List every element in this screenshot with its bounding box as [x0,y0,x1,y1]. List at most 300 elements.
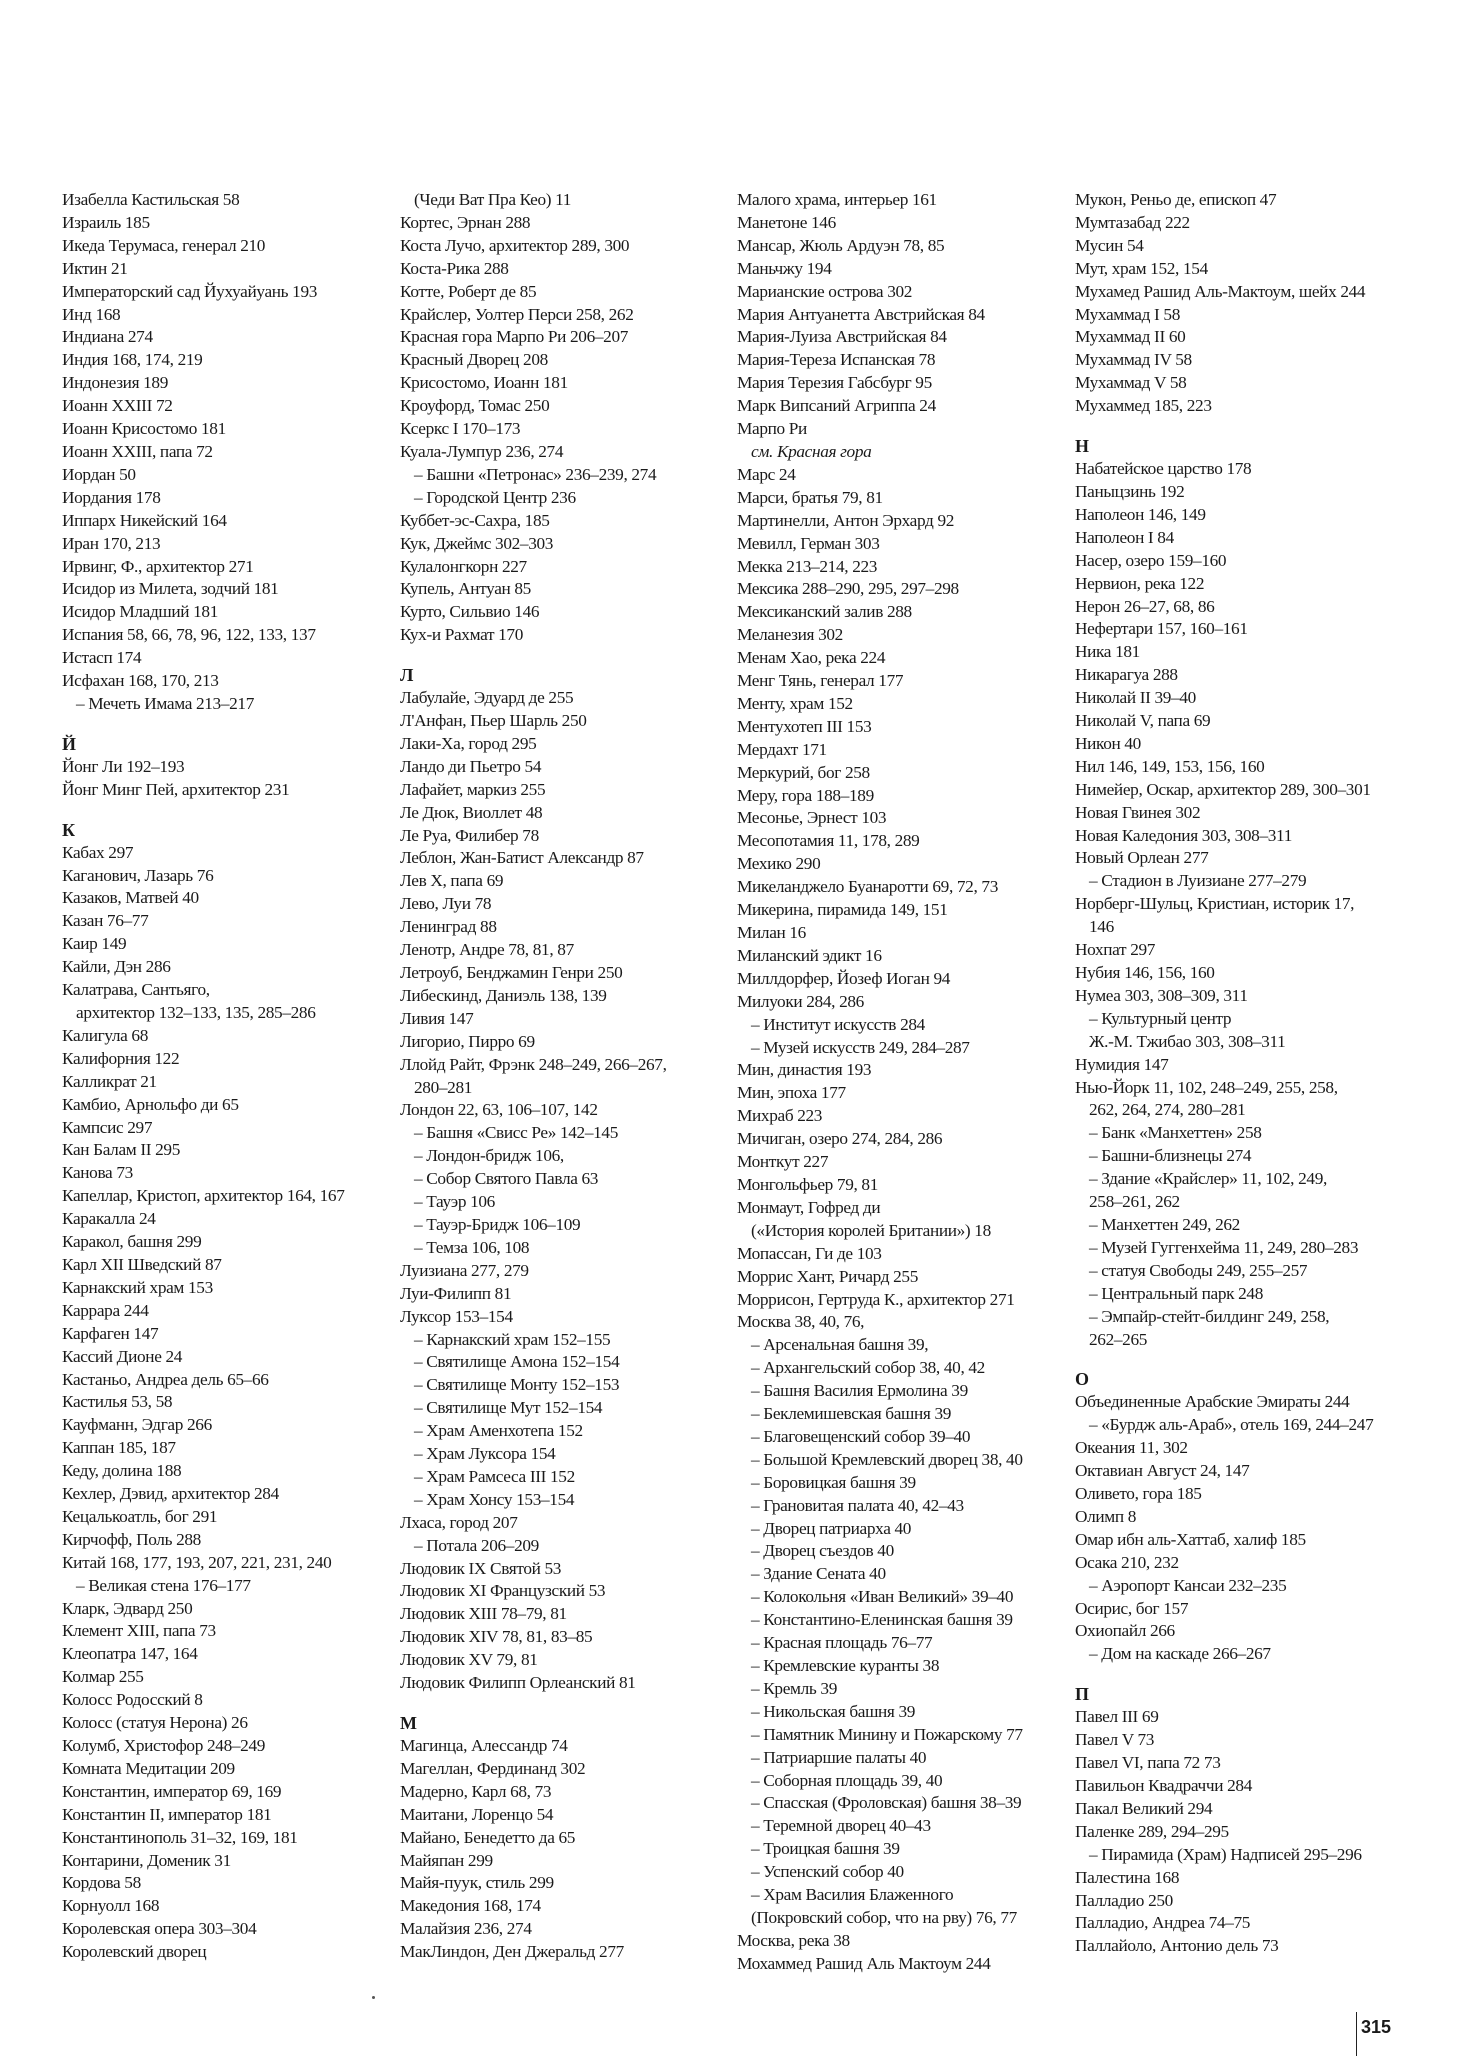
index-entry: Леблон, Жан-Батист Александр 87 [400,848,644,868]
index-entry: Мухаммад I 58 [1075,304,1181,324]
index-entry: Никон 40 [1075,733,1141,753]
index-subentry: – Теремной дворец 40–43 [751,1816,931,1836]
index-subentry: – Здание Сената 40 [751,1564,886,1584]
index-entry: Карнакский храм 153 [62,1277,213,1297]
index-entry: Нумидия 147 [1075,1054,1169,1074]
index-entry: Моррисон, Гертруда К., архитектор 271 [737,1289,1015,1309]
index-subentry: – Банк «Манхеттен» 258 [1089,1123,1262,1143]
index-entry: Палладио 250 [1075,1890,1173,1910]
index-entry: Месопотамия 11, 178, 289 [737,831,920,851]
index-entry: Нерон 26–27, 68, 86 [1075,596,1215,616]
index-entry: Мердахт 171 [737,739,827,759]
index-entry: Луи-Филипп 81 [400,1283,512,1303]
index-subentry: – Культурный центр [1089,1008,1232,1028]
index-entry: Исфахан 168, 170, 213 [62,671,219,691]
index-entry: Марпо Ри [737,419,807,439]
index-entry: Милан 16 [737,923,806,942]
index-entry: Карл XII Шведский 87 [62,1254,222,1274]
index-subentry: – Патриаршие палаты 40 [751,1747,927,1767]
index-entry-continuation: (Покровский собор, что на рву) 76, 77 [751,1907,1017,1927]
index-entry: Меланезия 302 [737,625,843,645]
index-entry: Майяпан 299 [400,1850,493,1870]
index-entry: Кан Балам II 295 [62,1140,180,1160]
index-entry: Мария-Тереза Испанская 78 [737,350,936,370]
page-number: 315 [1361,2017,1392,2037]
index-entry: Иоанн XXIII 72 [62,396,173,416]
index-entry: Менам Хао, река 224 [737,648,886,668]
index-entry: Менту, храм 152 [737,693,853,713]
index-entry: Мин, эпоха 177 [737,1083,846,1103]
index-entry: Калликрат 21 [62,1071,157,1091]
index-entry: Мария Терезия Габсбург 95 [737,373,932,393]
index-entry: Миллдорфер, Йозеф Иоган 94 [737,968,951,988]
index-entry: Летроуб, Бенджамин Генри 250 [400,963,623,982]
index-subentry: – Башня Василия Ермолина 39 [751,1381,968,1401]
index-entry: Новый Орлеан 277 [1075,848,1209,868]
index-entry: Марс 24 [737,464,796,484]
index-entry: Моррис Хант, Ричард 255 [737,1266,919,1286]
index-entry: Константин, император 69, 169 [62,1781,282,1801]
index-subentry: – Эмпайр-стейт-билдинг 249, 258, [1089,1306,1330,1326]
index-entry: Кехлер, Дэвид, архитектор 284 [62,1484,279,1504]
index-entry: Ландо ди Пьетро 54 [400,756,542,776]
index-letter-heading: П [1075,1684,1089,1705]
index-entry: Икеда Терумаса, генерал 210 [62,235,266,255]
index-entry: Нью-Йорк 11, 102, 248–249, 255, 258, [1075,1077,1338,1097]
index-entry: Паллайоло, Антонио дель 73 [1075,1936,1279,1956]
index-entry: Кук, Джеймс 302–303 [400,533,554,553]
index-entry: Мексика 288–290, 295, 297–298 [737,579,959,599]
index-entry: Мухамед Рашид Аль-Мактоум, шейх 244 [1075,281,1366,301]
index-entry: Мария-Луиза Австрийская 84 [737,327,947,347]
index-entry: Объединенные Арабские Эмираты 244 [1075,1392,1350,1412]
index-entry: Мухаммад II 60 [1075,327,1186,347]
index-entry: Иппарх Никейский 164 [62,510,227,530]
index-subentry: – Дворец патриарха 40 [751,1518,912,1538]
index-subentry: – Здание «Крайслер» 11, 102, 249, [1089,1169,1327,1189]
index-entry: Мин, династия 193 [737,1060,872,1080]
index-entry: Павел V 73 [1075,1730,1155,1750]
index-entry: Новая Каледония 303, 308–311 [1075,825,1292,845]
index-entry: Ле Дюк, Виоллет 48 [400,802,543,822]
index-entry: Маитани, Лоренцо 54 [400,1804,554,1824]
index-entry: Мохаммед Рашид Аль Мактоум 244 [737,1953,991,1973]
index-entry: Манетоне 146 [737,212,836,232]
index-entry: Оливето, гора 185 [1075,1484,1202,1504]
index-entry: Ленинград 88 [400,917,497,937]
index-entry: Насер, озеро 159–160 [1075,550,1227,570]
index-entry: Каракол, башня 299 [62,1232,202,1252]
index-entry: Монмаут, Гофред ди [737,1197,881,1217]
index-subentry: – Троицкая башня 39 [751,1839,900,1859]
index-entry: Йонг Ли 192–193 [62,756,185,776]
index-entry: Кортес, Эрнан 288 [400,212,531,232]
index-entry: Месонье, Эрнест 103 [737,808,887,828]
index-entry: Николай V, папа 69 [1075,711,1211,731]
index-entry: Кассий Дионе 24 [62,1346,183,1366]
index-entry: Колосс (статуя Нерона) 26 [62,1713,248,1733]
index-entry: Наполеон 146, 149 [1075,504,1206,524]
index-entry: Колмар 255 [62,1667,144,1687]
index-entry-continuation: 262, 264, 274, 280–281 [1089,1100,1246,1120]
index-subentry: – Грановитая палата 40, 42–43 [751,1495,964,1515]
index-entry: Клеопатра 147, 164 [62,1644,198,1664]
index-column-4 [1075,189,1420,1958]
index-entry: Калифорния 122 [62,1048,180,1068]
index-entry: Мумтазабад 222 [1075,212,1190,232]
index-entry: Океания 11, 302 [1075,1438,1188,1458]
index-entry: Лев X, папа 69 [400,871,504,891]
index-subentry: – Карнакский храм 152–155 [414,1329,611,1349]
index-entry: Палладио, Андреа 74–75 [1075,1913,1251,1933]
index-entry: Кулалонгкорн 227 [400,556,527,576]
index-entry: Микерина, пирамида 149, 151 [737,900,948,920]
index-entry: Израиль 185 [62,212,150,232]
index-entry: Клемент XIII, папа 73 [62,1621,216,1641]
index-entry: Марк Випсаний Агриппа 24 [737,396,936,416]
index-entry: Мартинелли, Антон Эрхард 92 [737,510,955,530]
index-entry: Мут, храм 152, 154 [1075,258,1208,278]
page-number-marker [1356,2012,1391,2056]
index-entry-continuation: архитектор 132–133, 135, 285–286 [76,1003,316,1022]
index-subentry: – Беклемишевская башня 39 [751,1404,952,1424]
index-entry: Малайзия 236, 274 [400,1919,532,1939]
index-entry: Ментухотеп III 153 [737,716,872,736]
index-entry: Каппан 185, 187 [62,1438,176,1458]
index-entry: Мекка 213–214, 223 [737,556,878,576]
index-entry: Майя-пуук, стиль 299 [400,1873,554,1893]
index-entry: Казан 76–77 [62,911,149,931]
index-subentry: – Лондон-бридж 106, [414,1146,564,1166]
index-subentry: – статуя Свободы 249, 255–257 [1089,1260,1308,1280]
index-entry: Индия 168, 174, 219 [62,350,203,370]
index-entry: Каррара 244 [62,1300,149,1320]
index-entry: Кларк, Эдвард 250 [62,1598,193,1618]
index-subentry: – Музей Гуггенхейма 11, 249, 280–283 [1089,1237,1359,1257]
index-entry: Осака 210, 232 [1075,1552,1179,1572]
index-entry: Константин II, император 181 [62,1804,272,1824]
index-entry: Мичиган, озеро 274, 284, 286 [737,1129,943,1149]
index-entry: Иордан 50 [62,464,136,484]
index-letter-heading: М [400,1713,417,1733]
index-entry: Ирвинг, Ф., архитектор 271 [62,556,254,576]
index-entry: Пакал Великий 294 [1075,1798,1213,1818]
index-entry: Охиопайл 266 [1075,1621,1175,1641]
index-entry: Иктин 21 [62,258,128,278]
index-entry: Контарини, Доменик 31 [62,1850,231,1870]
index-entry: Нумеа 303, 308–309, 311 [1075,985,1248,1005]
index-entry: Королевская опера 303–304 [62,1919,257,1939]
index-entry: Мексиканский залив 288 [737,602,912,622]
index-entry: Нил 146, 149, 153, 156, 160 [1075,756,1265,776]
index-entry: Кастаньо, Андреа дель 65–66 [62,1369,269,1389]
index-entry: Индонезия 189 [62,373,169,393]
index-entry: Омар ибн аль-Хаттаб, халиф 185 [1075,1529,1306,1549]
index-entry: Колумб, Христофор 248–249 [62,1736,266,1755]
index-entry: Михраб 223 [737,1106,823,1126]
index-entry: Либескинд, Даниэль 138, 139 [400,985,607,1005]
index-subentry: – Благовещенский собор 39–40 [751,1426,971,1446]
index-entry: Лево, Луи 78 [400,894,492,914]
index-entry: Павильон Квадраччи 284 [1075,1776,1252,1795]
index-subentry: – Великая стена 176–177 [76,1575,251,1595]
index-entry: Олимп 8 [1075,1506,1137,1526]
index-entry: Никарагуа 288 [1075,665,1178,685]
index-entry: Москва, река 38 [737,1930,850,1950]
index-entry: Микеланджело Буанаротти 69, 72, 73 [737,877,998,897]
scan-speck [372,1996,375,1999]
index-entry: Коста-Рика 288 [400,258,509,278]
index-entry: Менг Тянь, генерал 177 [737,671,904,691]
index-entry: Комната Медитации 209 [62,1758,235,1778]
index-entry: Йонг Минг Пей, архитектор 231 [62,779,290,799]
index-entry: Капеллар, Кристоп, архитектор 164, 167 [62,1186,345,1206]
index-entry: Меркурий, бог 258 [737,762,870,782]
index-entry: Л'Анфан, Пьер Шарль 250 [400,711,587,731]
index-entry: Инд 168 [62,304,121,324]
index-subentry: – Башни-близнецы 274 [1089,1146,1252,1166]
index-subentry: – Храм Аменхотепа 152 [414,1421,583,1441]
index-subentry: – Успенский собор 40 [751,1862,904,1882]
index-subentry: – Городской Центр 236 [414,487,576,507]
index-subentry: – Институт искусств 284 [751,1014,925,1034]
index-entry: Осирис, бог 157 [1075,1598,1189,1618]
index-entry: Паленке 289, 294–295 [1075,1821,1229,1841]
index-entry: Кауфманн, Эдгар 266 [62,1415,212,1435]
index-entry: Кайли, Дэн 286 [62,957,171,977]
index-subentry: – Святилище Амона 152–154 [414,1352,620,1372]
index-entry: Ника 181 [1075,642,1140,662]
index-entry: Кеду, долина 188 [62,1461,182,1481]
index-entry: Мехико 290 [737,854,821,874]
index-entry: Москва 38, 40, 76, [737,1312,865,1332]
index-subentry: – Архангельский собор 38, 40, 42 [751,1358,985,1378]
index-entry: Людовик Филипп Орлеанский 81 [400,1673,636,1693]
index-subentry: – Памятник Минину и Пожарскому 77 [751,1724,1023,1744]
index-entry: Испания 58, 66, 78, 96, 122, 133, 137 [62,625,316,645]
index-entry: Милуоки 284, 286 [737,991,864,1011]
index-entry: Иоанн XXIII, папа 72 [62,441,213,461]
index-entry: Константинополь 31–32, 169, 181 [62,1827,298,1847]
index-entry: Кастилья 53, 58 [62,1392,173,1412]
index-entry: Ксеркс I 170–173 [400,419,521,439]
index-entry: Лхаса, город 207 [400,1512,518,1532]
index-entry: Нимейер, Оскар, архитектор 289, 300–301 [1075,779,1371,799]
index-subentry: – Башня «Свисс Ре» 142–145 [414,1123,619,1143]
index-entry: Нервион, река 122 [1075,573,1205,593]
index-entry: Людовик XI Французский 53 [400,1581,606,1601]
index-entry: Колосс Родосский 8 [62,1690,203,1710]
index-entry: Марианские острова 302 [737,281,913,301]
index-entry: Ле Руа, Филибер 78 [400,825,539,845]
index-letter-heading: Й [62,733,76,754]
index-entry: Исидор Младший 181 [62,602,218,622]
index-entry: Изабелла Кастильская 58 [62,190,240,209]
index-entry: Наполеон I 84 [1075,527,1174,547]
index-subentry: – Колокольня «Иван Великий» 39–40 [751,1587,1014,1607]
index-letter-heading: Л [400,665,414,686]
index-subentry: – Собор Святого Павла 63 [414,1169,599,1189]
index-entry: Исидор из Милета, зодчий 181 [62,579,279,599]
index-subentry: – Тауэр 106 [414,1192,495,1212]
index-entry: Кирчофф, Поль 288 [62,1529,201,1549]
index-entry: Кроуфорд, Томас 250 [400,396,550,416]
index-entry: Нубия 146, 156, 160 [1075,963,1215,982]
index-entry: Каир 149 [62,934,127,954]
index-entry: Мевилл, Герман 303 [737,533,880,553]
index-entry: Паныцзинь 192 [1075,481,1185,501]
index-entry: Мукон, Реньо де, епископ 47 [1075,190,1277,209]
index-entry: Лондон 22, 63, 106–107, 142 [400,1100,598,1120]
index-entry: Монткут 227 [737,1152,829,1172]
index-entry: Крайслер, Уолтер Перси 258, 262 [400,304,634,324]
index-entry: Палестина 168 [1075,1867,1180,1887]
index-subentry: – Темза 106, 108 [414,1237,530,1257]
index-subentry: – Стадион в Луизиане 277–279 [1089,871,1307,891]
index-entry: Ленотр, Андре 78, 81, 87 [400,940,574,960]
index-entry: Мария Антуанетта Австрийская 84 [737,304,985,324]
index-entry: Королевский дворец [62,1942,207,1962]
index-entry-continuation: 146 [1089,917,1114,937]
index-subentry: – Храм Рамсеса III 152 [414,1466,575,1486]
index-subentry: – Большой Кремлевский дворец 38, 40 [751,1449,1023,1469]
index-subentry: – Кремлевские куранты 38 [751,1656,940,1675]
index-entry: Истасп 174 [62,648,142,668]
index-entry: Купель, Антуан 85 [400,579,531,599]
index-entry: Македония 168, 174 [400,1896,541,1916]
index-entry: Лабулайе, Эдуард де 255 [400,688,574,708]
index-entry: Каганович, Лазарь 76 [62,865,214,885]
index-entry: Малого храма, интерьер 161 [737,190,937,209]
index-entry: Магинца, Алессандр 74 [400,1736,568,1755]
index-entry: Курто, Сильвио 146 [400,602,540,622]
index-entry: Монгольфьер 79, 81 [737,1174,879,1194]
index-subentry: – «Бурдж аль-Араб», отель 169, 244–247 [1089,1415,1374,1435]
index-entry-continuation: («История королей Британии») 18 [751,1220,991,1240]
index-entry: Калатрава, Сантьяго, [62,980,210,1000]
index-entry: Луизиана 277, 279 [400,1260,529,1280]
index-subentry: – Соборная площадь 39, 40 [751,1770,943,1790]
index-subentry: – Арсенальная башня 39, [751,1335,929,1355]
index-entry: Лафайет, маркиз 255 [400,779,546,799]
index-entry: Людовик IX Святой 53 [400,1558,562,1578]
index-column-3 [737,189,1082,1976]
index-subentry: – Манхеттен 249, 262 [1089,1214,1240,1234]
index-entry: Крисостомо, Иоанн 181 [400,373,568,393]
index-entry: Маньчжу 194 [737,258,832,278]
index-entry-continuation: 258–261, 262 [1089,1192,1180,1212]
index-letter-heading: К [62,819,75,840]
index-subentry: – Кремль 39 [751,1678,837,1698]
index-entry: Калигула 68 [62,1025,149,1045]
index-entry: Мадерно, Карл 68, 73 [400,1781,552,1801]
index-subentry: – Константино-Еленинская башня 39 [751,1610,1013,1630]
index-letter-heading: О [1075,1369,1089,1390]
index-entry: Куббет-эс-Сахра, 185 [400,510,550,530]
index-entry: Николай II 39–40 [1075,688,1196,708]
index-subentry: – Боровицкая башня 39 [751,1472,916,1492]
index-entry: Куала-Лумпур 236, 274 [400,441,564,461]
index-entry: Людовик XIV 78, 81, 83–85 [400,1627,593,1647]
index-entry-continuation: Ж.-М. Тжибао 303, 308–311 [1089,1031,1286,1051]
index-subentry: – Никольская башня 39 [751,1701,916,1721]
index-entry-continuation: 280–281 [414,1077,473,1097]
index-entry: Камбио, Арнольфо ди 65 [62,1094,239,1114]
index-entry: Мухаммад V 58 [1075,373,1187,393]
index-entry: Марси, братья 79, 81 [737,487,883,507]
index-entry: Императорский сад Йухуайуань 193 [62,281,318,301]
index-entry: Кух-и Рахмат 170 [400,625,523,645]
index-entry: Новая Гвинея 302 [1075,802,1201,822]
index-subentry: – Святилище Монту 152–153 [414,1375,620,1395]
index-entry: Котте, Роберт де 85 [400,281,537,301]
index-entry: Майано, Бенедетто да 65 [400,1827,576,1847]
index-entry: Красная гора Марпо Ри 206–207 [400,327,629,347]
index-entry: Кордова 58 [62,1873,141,1893]
index-entry: Мансар, Жюль Ардуэн 78, 85 [737,235,945,255]
index-entry: Мусин 54 [1075,235,1144,255]
index-subentry: – Тауэр-Бридж 106–109 [414,1214,581,1234]
index-entry: Ллойд Райт, Фрэнк 248–249, 266–267, [400,1054,667,1074]
index-subentry: – Потала 206–209 [414,1535,539,1555]
index-entry: Миланский эдикт 16 [737,945,882,965]
index-entry: МакЛиндон, Ден Джеральд 277 [400,1942,624,1962]
index-entry: Мухаммед 185, 223 [1075,396,1212,416]
index-entry: Павел VI, папа 72 73 [1075,1753,1221,1773]
index-entry: Канова 73 [62,1163,133,1183]
index-entry: Китай 168, 177, 193, 207, 221, 231, 240 [62,1552,332,1572]
index-entry: Людовик XIII 78–79, 81 [400,1604,567,1624]
index-subentry: – Храм Хонсу 153–154 [414,1489,575,1509]
index-subentry: – Центральный парк 248 [1089,1283,1264,1303]
index-entry: Казаков, Матвей 40 [62,888,199,908]
index-subentry: – Храм Луксора 154 [414,1444,556,1464]
index-entry: Нефертари 157, 160–161 [1075,619,1248,639]
index-letter-heading: Н [1075,436,1089,457]
index-entry: Меру, гора 188–189 [737,785,874,805]
index-entry: Магеллан, Фердинанд 302 [400,1758,586,1778]
index-entry-continuation: 262–265 [1089,1329,1148,1349]
index-column-1 [62,189,407,1964]
index-entry: Иран 170, 213 [62,533,161,553]
index-entry: Мухаммад IV 58 [1075,350,1192,370]
index-entry: Иоанн Крисостомо 181 [62,419,226,439]
index-entry: Кампсис 297 [62,1117,153,1137]
index-entry: Лаки-Ха, город 295 [400,733,537,753]
index-entry: Луксор 153–154 [400,1306,513,1326]
index-entry: Набатейское царство 178 [1075,459,1252,479]
index-entry-continuation: (Чеди Ват Пра Кео) 11 [414,190,572,209]
index-entry: Иордания 178 [62,487,161,507]
index-entry: Октавиан Август 24, 147 [1075,1461,1250,1481]
index-subentry: – Аэропорт Кансаи 232–235 [1089,1575,1287,1595]
index-entry: Мопассан, Ги де 103 [737,1243,882,1263]
index-entry: Красный Дворец 208 [400,350,548,370]
index-subentry: – Башни «Петронас» 236–239, 274 [414,464,657,484]
index-entry: Коста Лучо, архитектор 289, 300 [400,235,630,255]
index-entry: Людовик XV 79, 81 [400,1650,538,1670]
index-subentry: – Храм Василия Блаженного [751,1885,954,1905]
index-entry: Лигорио, Пирро 69 [400,1031,535,1051]
index-column-2 [400,189,745,1964]
index-subentry: – Красная площадь 76–77 [751,1633,933,1653]
index-entry: Кабах 297 [62,842,134,862]
index-subentry: – Мечеть Имама 213–217 [76,693,255,713]
index-entry: Павел III 69 [1075,1707,1159,1727]
index-subentry: – Пирамида (Храм) Надписей 295–296 [1089,1844,1362,1864]
index-entry: Каракалла 24 [62,1209,156,1229]
index-subentry: – Дворец съездов 40 [751,1541,894,1561]
